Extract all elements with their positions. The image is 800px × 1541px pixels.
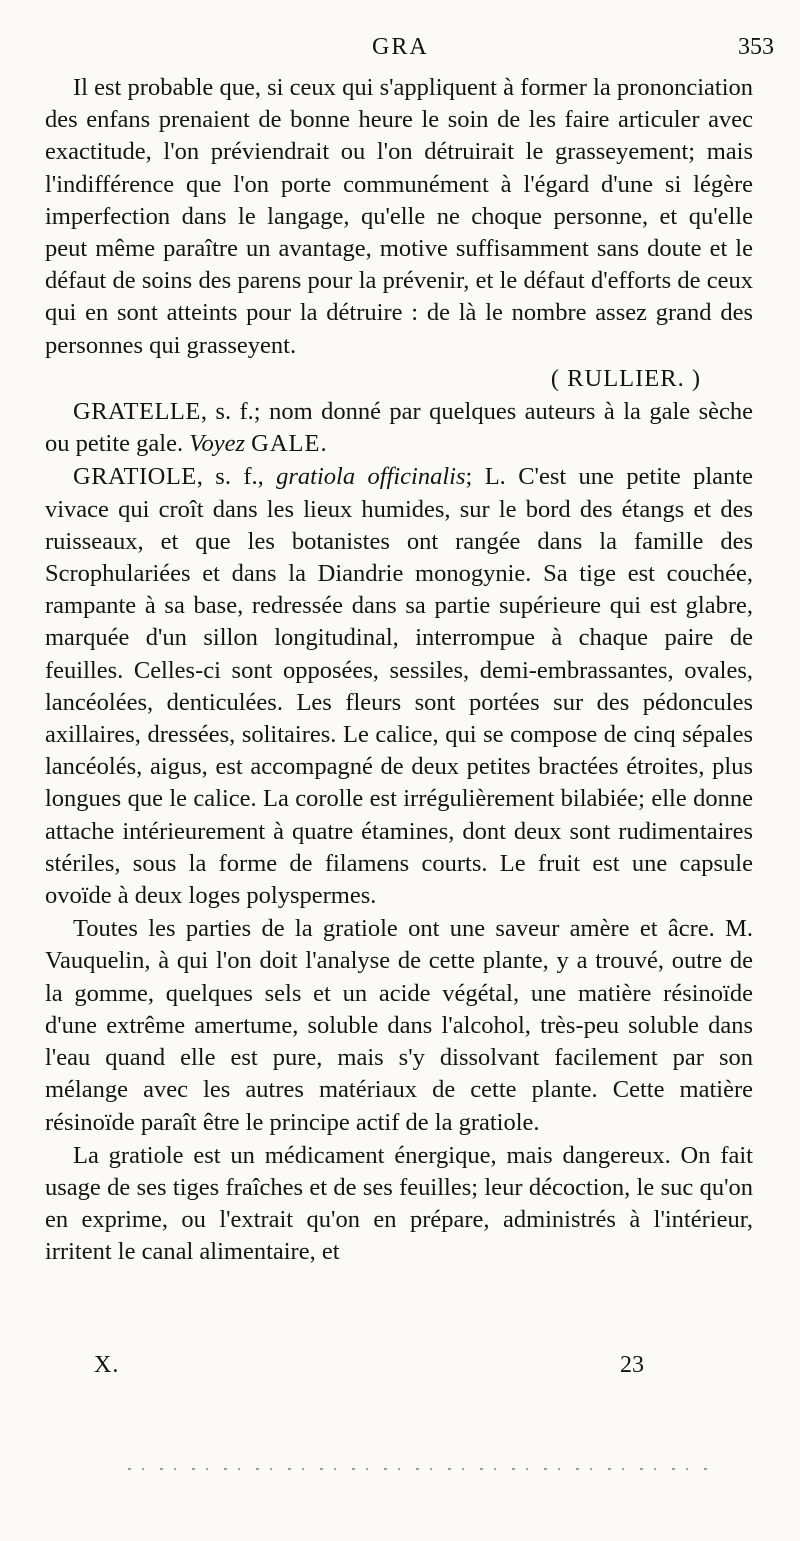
medical-paragraph: La gratiole est un médicament énergique, mais dangereux. On fait usage de ses tiges fraîches et de ses feuilles; leur décoction, le suc qu'on en exprime, ou l'extrait qu'on en prépare, administrés à l'intérieur, irritent le canal alimentaire, et [45,1141,753,1266]
grammar-gratiole: , s. f., [196,463,277,491]
chemistry-paragraph: Toutes les parties de la gratiole ont une saveur amère et âcre. M. Vauquelin, à qui l'on doit l'analyse de cette plante, y a trouvé, outre de la gomme, quelques sels et un acide végétal, une matière résinoïde d'une extrême amertume, soluble dans l'alcohol, très-peu soluble dans l'eau quand elle est pure, mais s'y dissolvant facilement par son mélange avec les autres matériaux de cette plante. Cette matière résinoïde paraît être le principe actif de la gratiole. [45,915,753,1136]
continuation-text: Il est probable que, si ceux qui s'appliquent à former la prononciation des enfans prenaient de bonne heure le soin de les faire articuler avec exactitude, l'on préviendrait ou l'on détruirait le grasseyement; mais l'indifférence que l'on porte communément à l'égard d'une si légère imperfection dans le langage, qu'elle ne choque personne, et qu'elle peut même paraître un avantage, motive suffisamment sans doute et le défaut de soins des parens pour la prévenir, et le défaut d'efforts de ceux qui en sont atteints pour la détruire : de là le nombre assez grand des personnes qui grasseyent. [45,74,753,359]
running-title: GRA [372,34,429,60]
author-signature: ( RULLIER. ) [550,364,701,392]
entry-gratiole [45,461,753,912]
body-text [45,72,753,1269]
see-target-link[interactable]: GALE. [251,430,328,458]
see-label: Voyez [189,430,246,458]
grammar-gratelle: , s. f.; [200,398,261,426]
signature-mark: 23 [620,1352,644,1378]
authority: ; L. [465,463,506,491]
entry-gratelle [45,396,753,460]
continuation-paragraph [45,72,753,362]
description-paragraph: C'est une petite plante vivace qui croît dans les lieux humides, sur le bord des étangs et des ruisseaux, et que les botanistes ont rangée dans la famille des Scrophulariées et dans la Diandrie monogynie. Sa tige est couchée, rampante à sa base, redressée dans sa partie supérieure qui est glabre, marquée d'un sillon longitudinal, interrompue à chaque paire de feuilles. Celles-ci sont opposées, sessiles, demi-embrassantes, ovales, lancéolées, denticulées. Les fleurs sont portées sur des pédoncules axillaires, dressées, solitaires. Le calice, qui se compose de cinq sépales lancéolés, aigus, est accompagné de deux petites bractées étroites, plus longues que le calice. La corolle est irrégulièrement bilabiée; elle donne attache intérieurement à quatre étamines, dont deux sont rudimentaires stériles, sous la forme de filamens courts. Le fruit est une capsule ovoïde à deux loges polyspermes. [45,463,753,910]
headword-gratiole: GRATIOLE [73,463,197,491]
volume-number: X. [94,1352,120,1378]
scan-noise-line [128,1468,708,1470]
author-signature-line [45,363,753,395]
latin-name: gratiola officinalis [276,463,466,491]
definition-gratelle: nom donné par quelques auteurs à la gale sèche ou petite gale. [45,398,753,458]
page-number: 353 [738,34,774,60]
headword-gratelle: GRATELLE [73,398,201,426]
running-head [0,34,800,68]
